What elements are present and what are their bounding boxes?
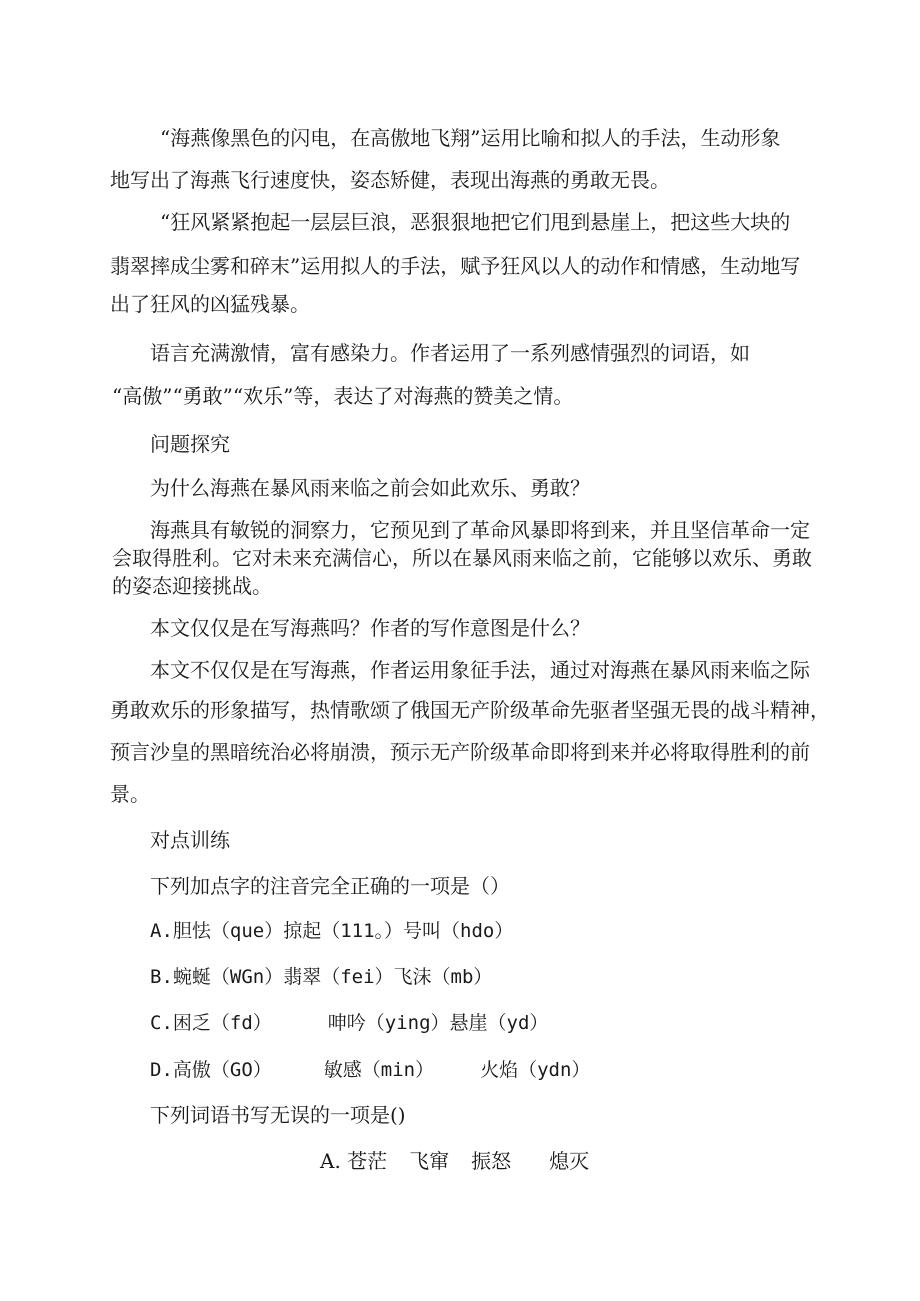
answer2-line4: 景。	[110, 782, 150, 806]
exercise2-option-a	[320, 1151, 589, 1171]
answer1-line2: 会取得胜利。它对未来充满信心，所以在暴风雨来临之前，它能够以欢乐、勇敢	[112, 546, 812, 570]
option-a-word4: 熄灭	[549, 1149, 590, 1173]
exercise1-option-d	[150, 1060, 590, 1080]
answer2-line2: 勇敢欢乐的形象描写，热情歌颂了俄国无产阶级革命先驱者坚强无畏的战斗精神，	[110, 698, 830, 722]
question-1: 为什么海燕在暴风雨来临之前会如此欢乐、勇敢？	[150, 476, 590, 500]
option-a-word1: A. 苍茫	[320, 1149, 388, 1173]
section-practice-heading: 对点训练	[150, 828, 230, 852]
option-c-part1: C.困乏（fd）	[150, 1012, 272, 1034]
exercise1-option-c	[150, 1013, 548, 1033]
answer2-line1: 本文不仅仅是在写海燕，作者运用象征手法，通过对海燕在暴风雨来临之际	[150, 658, 810, 682]
exercise1-option-b: B.蜿蜒（WGn）翡翠（fei）飞沫（mb）	[150, 966, 493, 988]
exercise1-option-a: A.胆怯（que）掠起（111。）号叫（hdo）	[150, 920, 514, 942]
para2-line2: 翡翠摔成尘雾和碎末”运用拟人的手法，赋予狂风以人的动作和情感，生动地写	[110, 254, 801, 278]
option-d-part2: 敏感（min）	[323, 1059, 435, 1081]
exercise1-prompt: 下列加点字的注音完全正确的一项是（）	[150, 874, 510, 898]
para2-line3: 出了狂风的凶猛残暴。	[110, 292, 310, 316]
option-a-word2: 飞窜	[409, 1149, 450, 1173]
option-a-word3: 振怒	[471, 1149, 512, 1173]
option-d-part1: D.高傲（GO）	[150, 1059, 272, 1081]
question-2: 本文仅仅是在写海燕吗？作者的写作意图是什么？	[150, 616, 590, 640]
option-d-part3: 火焰（ydn）	[480, 1059, 591, 1081]
para1-line1: “海燕像黑色的闪电，在高傲地飞翔”运用比喻和拟人的手法，生动形象	[160, 126, 781, 150]
answer1-line3: 的姿态迎接挑战。	[112, 574, 272, 598]
para1-line2: 地写出了海燕飞行速度快，姿态矫健，表现出海燕的勇敢无畏。	[110, 168, 670, 192]
para3-line1: 语言充满激情，富有感染力。作者运用了一系列感情强烈的词语，如	[150, 341, 750, 365]
para2-line1: “狂风紧紧抱起一层层巨浪，恶狠狠地把它们甩到悬崖上，把这些大块的	[160, 210, 791, 234]
section-explore-heading: 问题探究	[150, 432, 230, 456]
option-c-part2: 呻吟（ying）悬崖（yd）	[327, 1012, 549, 1034]
answer1-line1: 海燕具有敏锐的洞察力，它预见到了革命风暴即将到来，并且坚信革命一定	[150, 518, 810, 542]
exercise2-prompt: 下列词语书写无误的一项是()	[150, 1103, 406, 1127]
para3-line2: “高傲”“勇敢”“欢乐”等，表达了对海燕的赞美之情。	[112, 384, 574, 408]
answer2-line3: 预言沙皇的黑暗统治必将崩溃，预示无产阶级革命即将到来并必将取得胜利的前	[110, 740, 810, 764]
